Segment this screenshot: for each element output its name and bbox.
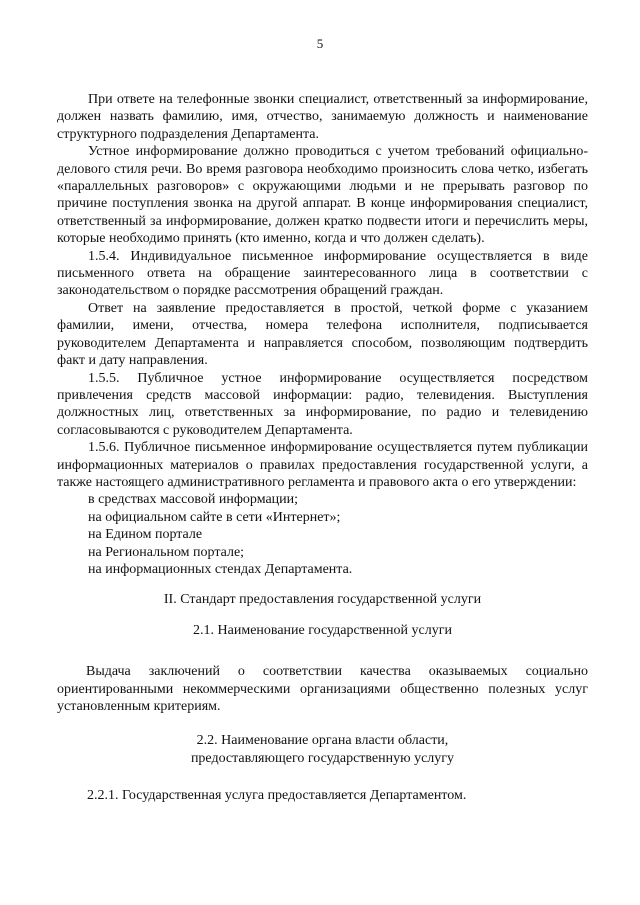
subsection-heading-2-2 — [57, 732, 588, 767]
section-heading-ii: II. Стандарт предоставления государственной услуги — [163, 592, 482, 608]
info-channels-list — [57, 491, 588, 578]
page-content — [57, 91, 588, 805]
paragraph-1-5-6: 1.5.6. Публичное письменное информирование осуществляется путем публикации информационных материалов о правилах предоставления государственной услуги, а также настоящего административного регламента и правового акта о его утверждении: — [57, 440, 588, 490]
list-item: на официальном сайте в сети «Интернет»; — [88, 509, 341, 525]
paragraph-2-2-1: 2.2.1. Государственная услуга предоставляется Департаментом. — [87, 788, 467, 804]
paragraph-1-5-4: 1.5.4. Индивидуальное письменное информирование осуществляется в виде письменного ответа на обращение заинтересованного лица в соответствии с законодательством о порядке рассмотрения обращений граждан. — [57, 248, 588, 299]
heading-2-2-line2: предоставляющего государственную услугу — [190, 750, 455, 766]
paragraph-service-name: Выдача заключений о соответствии качества оказываемых социально ориентированными некоммерческими организациями общественно полезных услуг установленным критериям. — [57, 664, 588, 714]
paragraph-oral-info: Устное информирование должно проводиться с учетом требований официально-делового стиля речи. Во время разговора необходимо произносить слова четко, избегать «параллельных разговоров» с окружающими людьми и не прерывать разговор по причине поступления звонка на другой аппарат. В конце информирования специалист, ответственный за информирование, должен кратко подвести итоги и перечислить меры, которые необходимо принять (кто именно, когда и что должен сделать). — [57, 144, 588, 247]
list-item: на информационных стендах Департамента. — [88, 561, 353, 577]
paragraph-reply: Ответ на заявление предоставляется в простой, четкой форме с указанием фамилии, имени, отчества, номера телефона исполнителя, подписывается руководителем Департамента и направляется способом, позволяющим подтвердить факт и дату направления. — [57, 300, 588, 369]
paragraph-phone-answer: При ответе на телефонные звонки специалист, ответственный за информирование, должен назвать фамилию, имя, отчество, занимаемую должность и наименование структурного подразделения Департамента. — [57, 92, 588, 142]
heading-2-2-line1: 2.2. Наименование органа власти области, — [196, 733, 449, 749]
list-item: в средствах массовой информации; — [88, 492, 299, 508]
list-item: на Едином портале — [88, 527, 203, 543]
paragraph-1-5-5: 1.5.5. Публичное устное информирование осуществляется посредством привлечения средств массовой информации: радио, телевидения. Выступления должностных лиц, ответственных за информирование, по радио и телевидению согласовываются с руководителем Департамента. — [57, 370, 588, 438]
subsection-heading-2-1: 2.1. Наименование государственной услуги — [193, 622, 452, 638]
page-number: 5 — [316, 36, 324, 51]
list-item: на Региональном портале; — [88, 544, 245, 560]
